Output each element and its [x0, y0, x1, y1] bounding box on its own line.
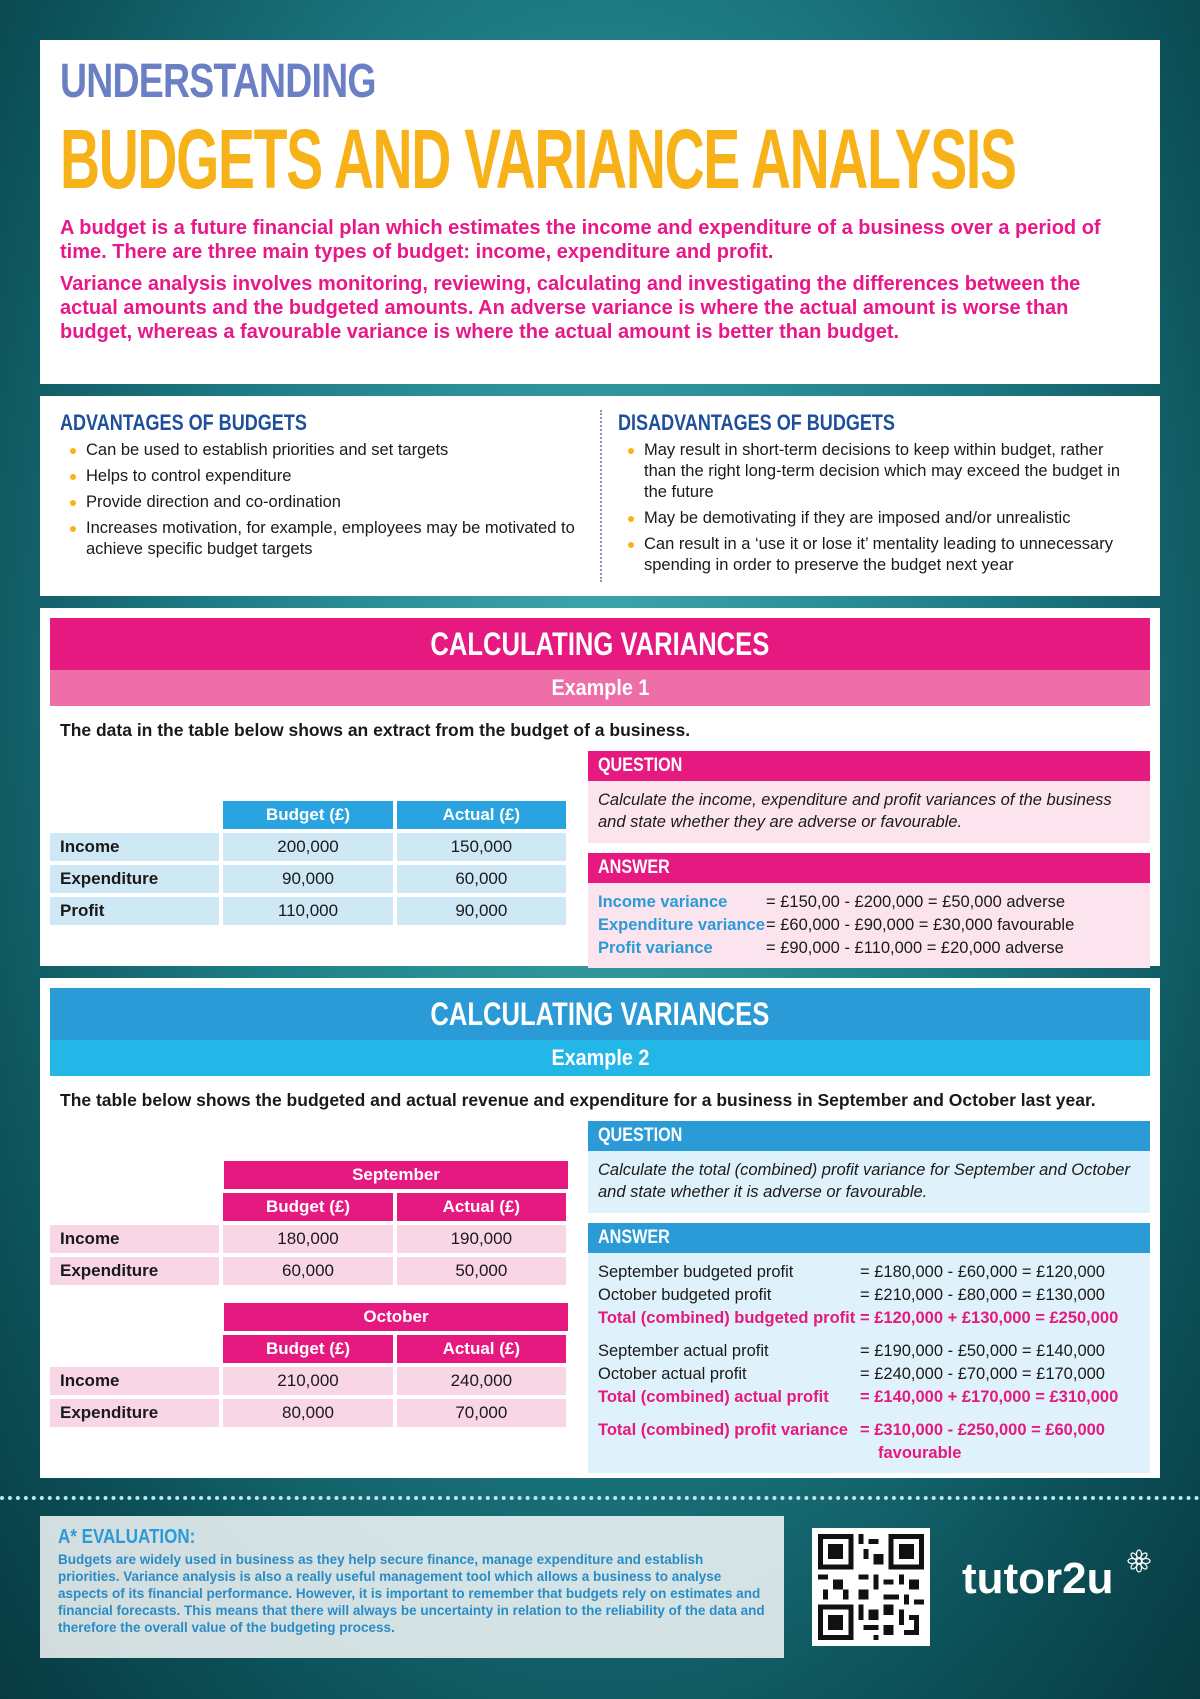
october-heading: October [224, 1303, 568, 1331]
example1-qa [588, 751, 1150, 968]
answer-total-value [860, 1419, 1105, 1465]
question-text: Calculate the income, expenditure and profit variances of the business and state whether they are adverse or favourable. [588, 781, 1150, 843]
answer-label: September budgeted profit [598, 1263, 794, 1281]
table-corner [50, 1193, 219, 1221]
example2-title-bar [50, 988, 1150, 1040]
answer-heading: ANSWER [598, 857, 670, 878]
actual-value: 60,000 [397, 865, 566, 893]
advantages-heading: ADVANTAGES OF BUDGETS [60, 410, 307, 435]
table-header-row [50, 1335, 570, 1363]
answer-total-calc: = £310,000 - £250,000 = £60,000 [860, 1421, 1105, 1439]
question-text: Calculate the total (combined) profit variance for September and October and state whether it is adverse or favourable. [588, 1151, 1150, 1213]
example2-section [40, 978, 1160, 1478]
example2-description: The table below shows the budgeted and actual revenue and expenditure for a business in September and October last year. [60, 1090, 1096, 1110]
answer-row [598, 1284, 1140, 1307]
row-label: Income [50, 1225, 219, 1253]
row-label: Expenditure [50, 1399, 219, 1427]
answer-row [598, 1386, 1140, 1409]
answer-value: = £90,000 - £110,000 = £20,000 adverse [766, 939, 1064, 957]
answer-row [598, 937, 1140, 960]
dotted-divider [0, 1496, 1200, 1500]
actual-value: 190,000 [397, 1225, 566, 1253]
budget-value: 200,000 [223, 833, 392, 861]
qr-code-icon[interactable] [812, 1528, 930, 1646]
row-label: Income [50, 1367, 219, 1395]
example2-body [50, 1121, 1150, 1473]
row-label: Income [50, 833, 219, 861]
example2-title: CALCULATING VARIANCES [430, 995, 770, 1032]
advantage-item: Helps to control expenditure [60, 466, 584, 487]
advantages-column [60, 410, 600, 582]
row-label: Profit [50, 897, 219, 925]
answer-heading-bar [588, 1223, 1150, 1253]
question-heading-bar [588, 1121, 1150, 1151]
col-budget: Budget (£) [223, 1335, 392, 1363]
example1-section [40, 608, 1160, 966]
disadvantages-list [618, 440, 1140, 576]
september-heading-row [50, 1161, 570, 1189]
september-heading: September [224, 1161, 568, 1189]
table-row [50, 865, 570, 893]
example1-subtitle-bar [50, 670, 1150, 706]
answer-label: October budgeted profit [598, 1286, 772, 1304]
answer-value: = £190,000 - £50,000 = £140,000 [860, 1342, 1105, 1360]
answer-value: = £240,000 - £70,000 = £170,000 [860, 1365, 1105, 1383]
answer-row [598, 914, 1140, 937]
table-row [50, 1257, 570, 1285]
answer-total-verdict: favourable [878, 1444, 962, 1462]
col-budget: Budget (£) [223, 1193, 392, 1221]
row-label: Expenditure [50, 1257, 219, 1285]
answer-value: = £140,000 + £170,000 = £310,000 [860, 1388, 1119, 1406]
answer-row [598, 1261, 1140, 1284]
actual-value: 150,000 [397, 833, 566, 861]
table-corner [50, 1303, 220, 1331]
answer-heading: ANSWER [598, 1227, 670, 1248]
table-row [50, 833, 570, 861]
table-corner [50, 1335, 219, 1363]
intro-variance: Variance analysis involves monitoring, reviewing, calculating and investigating the differences between the actual amounts and the budgeted amounts. An adverse variance is where the actual amount is worse than budget, whereas a favourable variance is where the actual amount is better than budget. [60, 273, 1081, 343]
advantage-item: Provide direction and co-ordination [60, 492, 584, 513]
answer-body [588, 883, 1150, 968]
answer-label: September actual profit [598, 1342, 769, 1360]
table-header-row [50, 801, 570, 829]
page-title: BUDGETS AND VARIANCE ANALYSIS [60, 112, 1016, 206]
advantages-list [60, 440, 584, 560]
intro-budget: A budget is a future financial plan which estimates the income and expenditure of a business over a period of time. There are three main types of budget: income, expenditure and profit. [60, 217, 1101, 263]
actual-value: 50,000 [397, 1257, 566, 1285]
answer-total-label: Total (combined) profit variance [598, 1421, 848, 1439]
table-corner [50, 801, 219, 829]
answer-row [598, 1340, 1140, 1363]
actual-value: 70,000 [397, 1399, 566, 1427]
answer-label: Profit variance [598, 939, 713, 957]
col-actual: Actual (£) [397, 1335, 566, 1363]
answer-label: Income variance [598, 893, 728, 911]
example2-subtitle-bar [50, 1040, 1150, 1076]
question-heading: QUESTION [598, 755, 683, 776]
table-row [50, 1367, 570, 1395]
example2-tables [50, 1121, 570, 1473]
answer-value: = £120,000 + £130,000 = £250,000 [860, 1309, 1119, 1327]
answer-total-row [598, 1419, 1140, 1465]
answer-label: Total (combined) budgeted profit [598, 1309, 856, 1327]
example1-body [50, 751, 1150, 968]
evaluation-panel [40, 1516, 784, 1658]
example1-title: CALCULATING VARIANCES [430, 625, 770, 662]
answer-value: = £210,000 - £80,000 = £130,000 [860, 1286, 1105, 1304]
budget-value: 80,000 [223, 1399, 392, 1427]
answer-body [588, 1253, 1150, 1473]
example1-description: The data in the table below shows an extract from the budget of a business. [60, 720, 691, 740]
advantages-panel [40, 396, 1160, 596]
disadvantage-item: Can result in a ‘use it or lose it’ mentality leading to unnecessary spending in order to preserve the budget next year [618, 534, 1140, 576]
answer-heading-bar [588, 853, 1150, 883]
table-row [50, 1225, 570, 1253]
question-heading: QUESTION [598, 1125, 683, 1146]
evaluation-heading: A* EVALUATION: [58, 1526, 196, 1548]
answer-value: = £60,000 - £90,000 = £30,000 favourable [766, 916, 1075, 934]
answer-value: = £180,000 - £60,000 = £120,000 [860, 1263, 1105, 1281]
disadvantages-heading: DISADVANTAGES OF BUDGETS [618, 410, 895, 435]
table-header-row [50, 1193, 570, 1221]
actual-value: 90,000 [397, 897, 566, 925]
budget-value: 180,000 [223, 1225, 392, 1253]
october-heading-row [50, 1303, 570, 1331]
flower-icon [1126, 1548, 1152, 1574]
advantage-item: Can be used to establish priorities and set targets [60, 440, 584, 461]
example2-qa [588, 1121, 1150, 1473]
disadvantages-column [600, 410, 1140, 582]
budget-value: 60,000 [223, 1257, 392, 1285]
example2-subtitle: Example 2 [551, 1045, 649, 1070]
answer-value: = £150,00 - £200,000 = £50,000 adverse [766, 893, 1066, 911]
question-heading-bar [588, 751, 1150, 781]
disadvantage-item: May result in short-term decisions to keep within budget, rather than the right long-term decision which may exceed the budget in the future [618, 440, 1140, 503]
col-actual: Actual (£) [397, 801, 566, 829]
col-budget: Budget (£) [223, 801, 392, 829]
budget-value: 90,000 [223, 865, 392, 893]
table-corner [50, 1161, 220, 1189]
disadvantage-item: May be demotivating if they are imposed and/or unrealistic [618, 508, 1140, 529]
example1-title-bar [50, 618, 1150, 670]
table-row [50, 897, 570, 925]
tutor2u-logo[interactable]: tutor2u [962, 1554, 1114, 1603]
title-small: UNDERSTANDING [60, 55, 376, 108]
answer-label: Total (combined) actual profit [598, 1388, 829, 1406]
example1-subtitle: Example 1 [551, 675, 649, 700]
actual-value: 240,000 [397, 1367, 566, 1395]
answer-row [598, 1307, 1140, 1330]
budget-value: 110,000 [223, 897, 392, 925]
evaluation-text: Budgets are widely used in business as they help secure finance, manage expenditure and establish priorities. Variance analysis is also a really useful management tool which allows a business to analyse aspects of its financial performance. However, it is important to remember that budgets rely on estimates and financial forecasts. This means that there will always be uncertainty in relation to the reliability of the data and therefore the overall value of the budgeting process. [58, 1552, 765, 1635]
table-row [50, 1399, 570, 1427]
answer-label: Expenditure variance [598, 916, 765, 934]
col-actual: Actual (£) [397, 1193, 566, 1221]
answer-row [598, 1363, 1140, 1386]
example1-table [50, 751, 570, 968]
header-panel [40, 40, 1160, 384]
answer-label: October actual profit [598, 1365, 747, 1383]
budget-value: 210,000 [223, 1367, 392, 1395]
advantage-item: Increases motivation, for example, employees may be motivated to achieve specific budget targets [60, 518, 584, 560]
answer-row [598, 891, 1140, 914]
row-label: Expenditure [50, 865, 219, 893]
